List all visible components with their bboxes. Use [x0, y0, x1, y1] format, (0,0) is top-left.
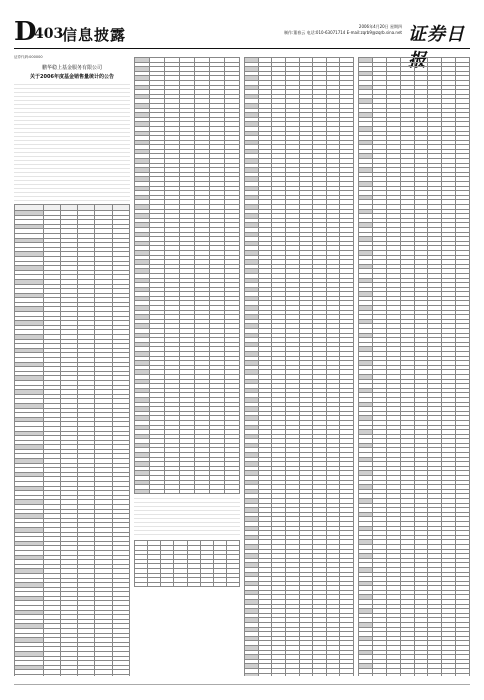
data-table-5 [358, 57, 470, 676]
table-body [15, 205, 130, 677]
section-letter: D [14, 17, 37, 47]
table-cell [135, 582, 148, 587]
table-cell [386, 673, 400, 676]
table-cell [400, 673, 414, 676]
table-cell [150, 489, 165, 494]
section-title: 信息披露 [62, 26, 127, 44]
body-text-1 [14, 83, 130, 201]
table-cell [225, 489, 240, 494]
table-cell [456, 673, 470, 676]
table-cell [285, 673, 299, 676]
table-row [135, 489, 240, 494]
table-cell [414, 673, 428, 676]
table-cell [78, 674, 95, 676]
table-cell [112, 674, 129, 676]
body-text-2 [134, 497, 240, 537]
table-cell [95, 674, 112, 676]
date-line: 2006年4月20日 星期四 [358, 24, 402, 29]
table-cell [372, 673, 386, 676]
code-line: 证券代码:000000 [14, 55, 43, 59]
table-cell [359, 673, 373, 676]
data-table-4 [244, 57, 354, 676]
table-cell [135, 489, 150, 494]
masthead-rule [14, 48, 470, 49]
table-cell [213, 582, 226, 587]
table-cell [272, 673, 286, 676]
table-cell [258, 673, 272, 676]
announcement-company: 鹏华稳上基金服务有限公司 [41, 65, 102, 71]
table-cell [180, 489, 195, 494]
page-number: 403 [34, 26, 64, 42]
table-cell [210, 489, 225, 494]
table-cell [43, 674, 60, 676]
data-table-3 [134, 540, 240, 587]
table-row [245, 673, 354, 676]
table-cell [187, 582, 200, 587]
contact-line: 制作:董春云 电话:010-63071714 E-mail:zqrb9@zqrb.sina.net [283, 30, 402, 35]
table-row [359, 673, 470, 676]
table-cell [428, 673, 442, 676]
table-cell [226, 582, 239, 587]
table-body [359, 58, 470, 677]
column-3 [244, 54, 354, 676]
masthead-meta [260, 24, 402, 36]
column-1 [14, 54, 130, 676]
table-cell [313, 673, 327, 676]
table-cell [161, 582, 174, 587]
table-row [135, 582, 240, 587]
table-cell [195, 489, 210, 494]
table-cell [174, 582, 187, 587]
table-cell [15, 674, 44, 676]
table-body [245, 58, 354, 677]
table-cell [165, 489, 180, 494]
announcement-title: 关于2006年度基金销售量统计的公告 [30, 74, 114, 80]
footer-rule [14, 684, 470, 685]
table-cell [60, 674, 77, 676]
table-cell [245, 673, 259, 676]
table-cell [200, 582, 213, 587]
data-table-2 [134, 57, 240, 494]
table-cell [148, 582, 161, 587]
table-cell [442, 673, 456, 676]
table-cell [340, 673, 354, 676]
data-table-1 [14, 204, 130, 676]
column-2 [134, 54, 240, 676]
column-4 [358, 54, 470, 676]
table-cell [299, 673, 313, 676]
table-body [135, 541, 240, 587]
table-cell [326, 673, 340, 676]
newspaper-logo: 证券日报 [408, 24, 465, 71]
table-row [15, 674, 130, 676]
table-body [135, 58, 240, 494]
